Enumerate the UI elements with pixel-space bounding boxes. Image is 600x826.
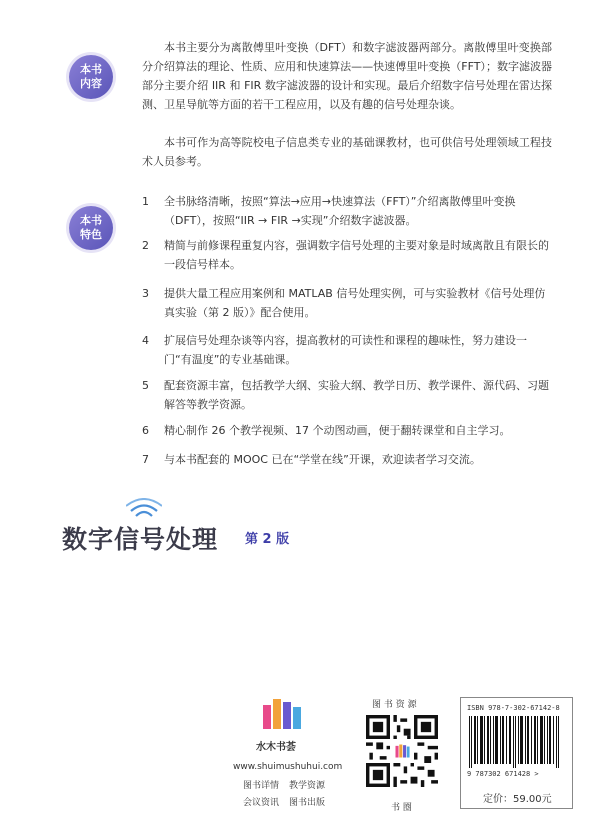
- feature-text: 与本书配套的 MOOC 已在“学堂在线”开课，欢迎读者学习交流。: [164, 453, 481, 466]
- publisher-logo-icon: [261, 697, 303, 731]
- features-badge: [69, 206, 113, 250]
- intro-badge: [69, 55, 113, 99]
- publisher-logo-text: 水木书荟: [256, 742, 296, 753]
- features-badge-line1: 本书: [80, 214, 102, 227]
- feature-number: 1: [142, 195, 149, 208]
- feature-item-4: [142, 331, 552, 369]
- feature-text: 精简与前修课程重复内容，强调数字信号处理的主要对象是时域离散且有限长的一段信号样本。: [164, 239, 549, 271]
- isbn-text: ISBN 978-7-302-67142-8: [467, 704, 560, 712]
- publisher-link-publishing: 图书出版: [289, 798, 326, 808]
- intro-paragraph-1: 本书主要分为离散傅里叶变换（DFT）和数字滤波器两部分。离散傅里叶变换部分介绍算法的理论、性质、应用和快速算法——快速傅里叶变换（FFT）；数字滤波器部分主要介绍 IIR 和 FIR 数字滤波器的设计和实现。最后介绍数字信号处理在雷达探测、卫星导航等方面的若干工程应用，以及有趣的信号处理杂谈。: [142, 41, 552, 111]
- intro-paragraph-2: 本书可作为高等院校电子信息类专业的基础课教材，也可供信号处理领域工程技术人员参考。: [142, 136, 552, 168]
- signal-waves-icon: [126, 498, 162, 520]
- feature-item-6: [142, 421, 552, 440]
- feature-text: 全书脉络清晰，按照“算法→应用→快速算法（FFT）”介绍离散傅里叶变换（DFT），按照“IIR → FIR →实现”介绍数字滤波器。: [164, 195, 516, 227]
- qr-top-label: 图 书 资 源: [372, 700, 417, 710]
- publisher-link-details: 图书详情: [243, 781, 280, 791]
- qr-code-icon[interactable]: [366, 715, 438, 787]
- barcode-panel: [460, 697, 573, 809]
- feature-number: 2: [142, 239, 149, 252]
- publisher-link-resources: 教学资源: [289, 781, 326, 791]
- feature-number: 5: [142, 379, 149, 392]
- features-badge-line2: 特色: [80, 228, 102, 241]
- book-title: 数字信号处理: [62, 525, 219, 554]
- publisher-url: www.shuimushuhui.com: [233, 762, 343, 772]
- feature-number: 6: [142, 424, 149, 437]
- feature-number: 7: [142, 453, 149, 466]
- feature-item-1: [142, 192, 552, 230]
- qr-bottom-label: 书 圈: [391, 803, 412, 813]
- feature-number: 3: [142, 287, 149, 300]
- feature-item-3: [142, 284, 552, 322]
- barcode-icon: [469, 716, 565, 768]
- intro-badge-line2: 内容: [80, 77, 102, 90]
- book-edition: 第 2 版: [245, 532, 290, 547]
- feature-item-5: [142, 376, 552, 414]
- feature-text: 提供大量工程应用案例和 MATLAB 信号处理实例，可与实验教材《信号处理仿真实验（第 2 版）》配合使用。: [164, 287, 546, 319]
- feature-item-2: [142, 236, 552, 274]
- feature-text: 精心制作 26 个教学视频、17 个动图动画，便于翻转课堂和自主学习。: [164, 424, 511, 437]
- barcode-digits: 9 787302 671428 >: [467, 770, 539, 778]
- intro-badge-line1: 本书: [80, 63, 102, 76]
- publisher-link-news: 会议资讯: [243, 798, 280, 808]
- feature-number: 4: [142, 334, 149, 347]
- feature-text: 扩展信号处理杂谈等内容，提高教材的可读性和课程的趣味性，努力建设一门“有温度”的专业基础课。: [164, 334, 527, 366]
- feature-text: 配套资源丰富，包括教学大纲、实验大纲、教学日历、教学课件、源代码、习题解答等教学资源。: [164, 379, 549, 411]
- feature-item-7: [142, 450, 552, 469]
- price-label: 定价：59.00元: [483, 794, 552, 805]
